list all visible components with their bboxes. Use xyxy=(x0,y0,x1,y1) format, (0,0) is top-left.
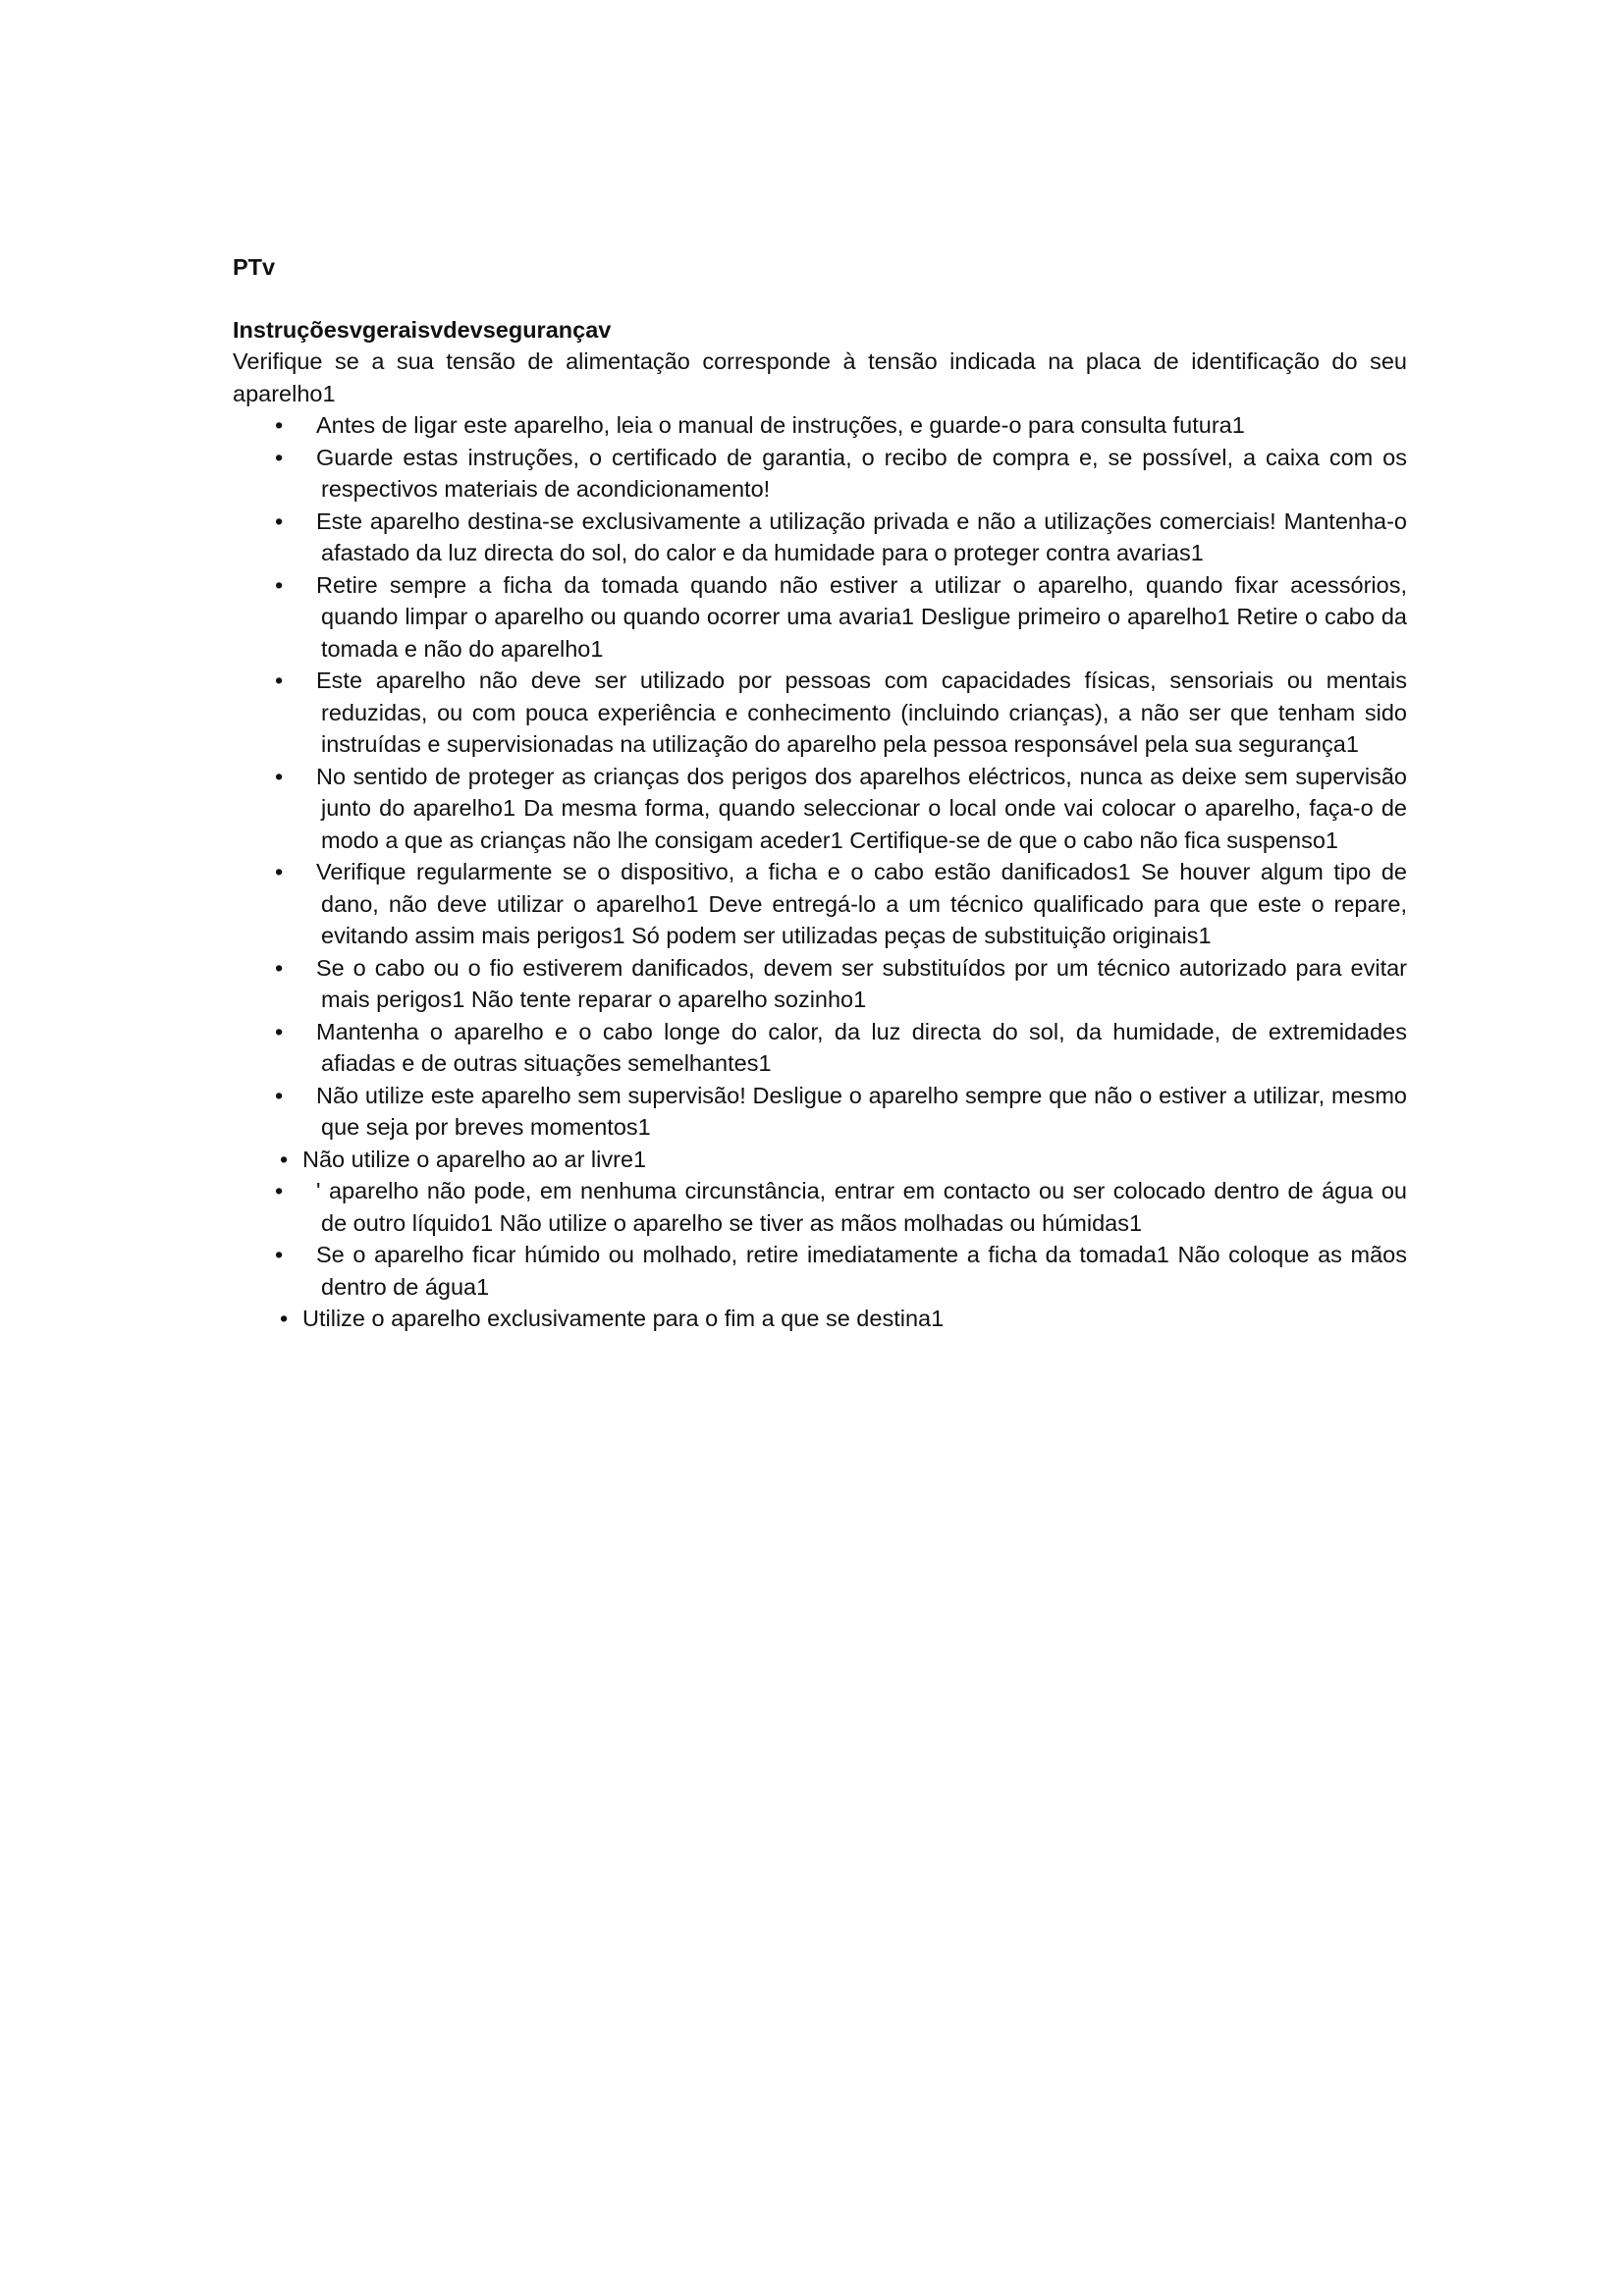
safety-instructions-list xyxy=(233,409,1407,1335)
bullet-icon: • xyxy=(275,507,284,534)
bullet-icon: • xyxy=(275,1082,284,1108)
list-item-text: Mantenha o aparelho e o cabo longe do calor, da luz directa do sol, da humidade, de extremidades afiadas e de outras situações semelhantes1 xyxy=(316,1018,1407,1076)
bullet-icon: • xyxy=(275,1178,284,1203)
section-title: Instruçõesvgeraisvdevsegurançav xyxy=(233,316,612,343)
list-item xyxy=(233,506,1407,569)
list-item-text: Se o cabo ou o fio estiverem danificados, devem ser substituídos por um técnico autorizado para evitar mais perigos1 Não tente reparar o aparelho sozinho1 xyxy=(316,954,1407,1012)
list-item xyxy=(233,409,1407,442)
intro-paragraph: Verifique se a sua tensão de alimentação corresponde à tensão indicada na placa de identificação do seu aparelho1 xyxy=(233,348,1407,406)
list-item-text: Se o aparelho ficar húmido ou molhado, retire imediatamente a ficha da tomada1 Não coloque as mãos dentro de água1 xyxy=(316,1242,1407,1300)
bullet-icon: • xyxy=(275,571,284,598)
bullet-icon: • xyxy=(275,1242,284,1267)
bullet-icon: • xyxy=(280,1306,289,1331)
list-item xyxy=(233,1016,1407,1080)
bullet-icon: • xyxy=(275,954,284,981)
list-item-text: Guarde estas instruções, o certificado de garantia, o recibo de compra e, se possível, a caixa com os respectivos materiais de acondicionamento! xyxy=(316,444,1407,502)
list-item-text: Utilize o aparelho exclusivamente para o fim a que se destina1 xyxy=(302,1306,945,1331)
list-item-text: Este aparelho destina-se exclusivamente a utilização privada e não a utilizações comerciais! Mantenha-o afastado da luz directa do sol, do calor e da humidade para o proteger contra avarias1 xyxy=(316,507,1407,565)
list-item xyxy=(233,761,1407,857)
list-item-text: Não utilize o aparelho ao ar livre1 xyxy=(302,1146,647,1172)
list-item xyxy=(233,1080,1407,1144)
bullet-icon: • xyxy=(275,859,284,884)
list-item-text: Este aparelho não deve ser utilizado por pessoas com capacidades físicas, sensoriais ou mentais reduzidas, ou com pouca experiência e conhecimento (incluindo crianças), a não ser que tenham sido instruídas e supervisionadas na utilização do aparelho pela pessoa responsável pela sua segurança1 xyxy=(316,667,1407,757)
list-item-text: Antes de ligar este aparelho, leia o manual de instruções, e guarde-o para consulta futura1 xyxy=(316,412,1245,438)
bullet-icon: • xyxy=(275,1018,284,1044)
list-item-text: Verifique regularmente se o dispositivo, a ficha e o cabo estão danificados1 Se houver algum tipo de dano, não deve utilizar o aparelho1 Deve entregá-lo a um técnico qualificado para que este o repare, evitando assim mais perigos1 Só podem ser utilizadas peças de substituição originais1 xyxy=(316,859,1407,948)
bullet-icon: • xyxy=(275,763,284,789)
list-item xyxy=(233,1303,1407,1335)
bullet-icon: • xyxy=(275,667,284,693)
bullet-icon: • xyxy=(280,1146,289,1172)
list-item xyxy=(233,952,1407,1016)
list-item-text: No sentido de proteger as crianças dos perigos dos aparelhos eléctricos, nunca as deixe sem supervisão junto do aparelho1 Da mesma forma, quando seleccionar o local onde vai colocar o aparelho, faça-o de modo a que as crianças não lhe consigam aceder1 Certifique-se de que o cabo não fica suspenso1 xyxy=(316,763,1407,853)
list-item xyxy=(233,1144,1407,1176)
list-item xyxy=(233,442,1407,506)
list-item xyxy=(233,856,1407,952)
bullet-icon: • xyxy=(275,412,284,438)
language-heading: PTv xyxy=(233,254,276,280)
list-item xyxy=(233,665,1407,761)
list-item-text: ' aparelho não pode, em nenhuma circunstância, entrar em contacto ou ser colocado dentro de água ou de outro líquido1 Não utilize o aparelho se tiver as mãos molhadas ou húmidas1 xyxy=(316,1178,1407,1236)
list-item xyxy=(233,1175,1407,1239)
list-item-text: Não utilize este aparelho sem supervisão! Desligue o aparelho sempre que não o estiver a utilizar, mesmo que seja por breves momentos1 xyxy=(316,1082,1407,1140)
list-item-text: Retire sempre a ficha da tomada quando não estiver a utilizar o aparelho, quando fixar acessórios, quando limpar o aparelho ou quando ocorrer uma avaria1 Desligue primeiro o aparelho1 Retire o cabo da tomada e não do aparelho1 xyxy=(316,571,1407,662)
bullet-icon: • xyxy=(275,444,284,470)
document-page xyxy=(233,251,1407,1335)
list-item xyxy=(233,569,1407,666)
list-item xyxy=(233,1239,1407,1303)
